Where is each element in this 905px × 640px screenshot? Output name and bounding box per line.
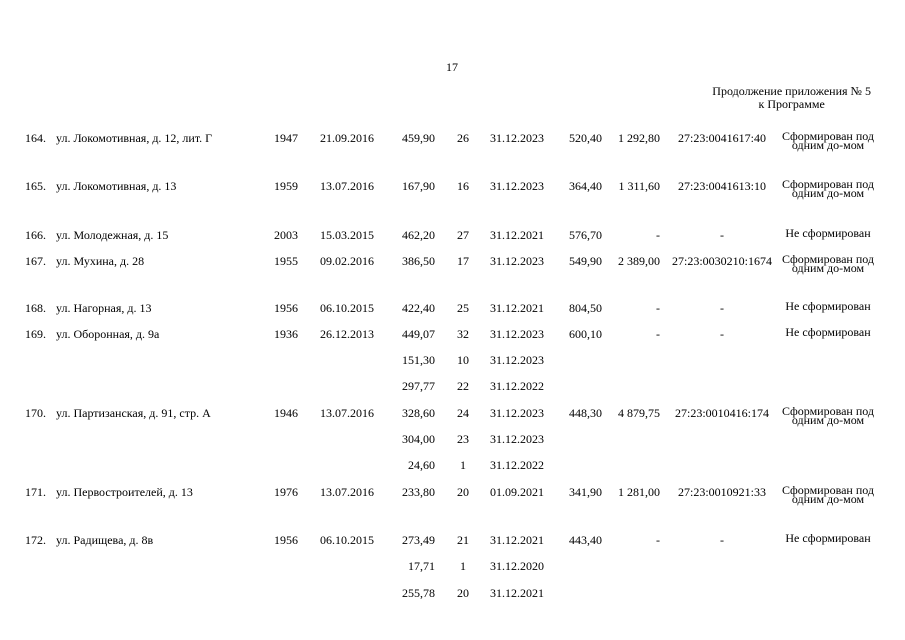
cell-emergency-date: 13.07.2016 bbox=[320, 406, 374, 420]
cell-land-sum: 4 879,75 bbox=[618, 406, 660, 420]
cell-residents: 32 bbox=[457, 327, 469, 341]
cell-land-status: Сформирован под одним до-мом bbox=[781, 177, 875, 200]
cell-land-area: 448,30 bbox=[569, 406, 602, 420]
cell-row-number: 166. bbox=[25, 228, 46, 242]
cell-relocation-deadline: 31.12.2023 bbox=[490, 131, 544, 145]
cell-area: 386,50 bbox=[402, 254, 435, 268]
cell-address: ул. Радищева, д. 8в bbox=[56, 533, 154, 547]
cell-emergency-date: 13.07.2016 bbox=[320, 179, 374, 193]
cell-residents: 1 bbox=[460, 559, 466, 573]
cell-row-number: 170. bbox=[25, 406, 46, 420]
cell-land-status: Сформирован под одним до-мом bbox=[781, 404, 875, 427]
continuation-line-1: Продолжение приложения № 5 bbox=[712, 84, 871, 98]
cell-cadastre-number: 27:23:0010921:33 bbox=[677, 485, 766, 499]
cell-build-year: 1956 bbox=[274, 533, 298, 547]
cell-build-year: 1956 bbox=[274, 301, 298, 315]
cell-land-area: 341,90 bbox=[569, 485, 602, 499]
cell-row-number: 164. bbox=[25, 131, 46, 145]
cell-relocation-deadline: 31.12.2021 bbox=[490, 533, 544, 547]
cell-row-number: 172. bbox=[25, 533, 46, 547]
cell-land-status: Сформирован под одним до-мом bbox=[781, 483, 875, 506]
cell-area: 151,30 bbox=[402, 353, 435, 367]
cell-area: 255,78 bbox=[402, 586, 435, 600]
cell-row-number: 168. bbox=[25, 301, 46, 315]
cell-land-area: 576,70 bbox=[569, 228, 602, 242]
cell-row-number: 167. bbox=[25, 254, 46, 268]
cell-emergency-date: 13.07.2016 bbox=[320, 485, 374, 499]
cell-address: ул. Молодежная, д. 15 bbox=[56, 228, 169, 242]
cell-cadastre-number: 27:23:0030210:1674 bbox=[671, 254, 772, 268]
cell-land-area: 520,40 bbox=[569, 131, 602, 145]
cell-residents: 23 bbox=[457, 432, 469, 446]
cell-land-area: 364,40 bbox=[569, 179, 602, 193]
cell-land-area: 443,40 bbox=[569, 533, 602, 547]
cell-emergency-date: 26.12.2013 bbox=[320, 327, 374, 341]
cell-relocation-deadline: 31.12.2023 bbox=[490, 254, 544, 268]
cell-cadastre-number: 27:23:0041613:10 bbox=[677, 179, 766, 193]
cell-land-sum: 1 311,60 bbox=[618, 179, 660, 193]
cell-build-year: 1936 bbox=[274, 327, 298, 341]
cell-address: ул. Локомотивная, д. 13 bbox=[56, 179, 177, 193]
cell-land-sum: - bbox=[656, 228, 660, 242]
cell-land-area: 804,50 bbox=[569, 301, 602, 315]
continuation-line-2: к Программе bbox=[758, 97, 825, 111]
cell-area: 17,71 bbox=[408, 559, 435, 573]
cell-land-status: Сформирован под одним до-мом bbox=[781, 129, 875, 152]
cell-land-sum: 2 389,00 bbox=[618, 254, 660, 268]
cell-row-number: 165. bbox=[25, 179, 46, 193]
cell-emergency-date: 06.10.2015 bbox=[320, 533, 374, 547]
cell-address: ул. Мухина, д. 28 bbox=[56, 254, 145, 268]
cell-cadastre-number: - bbox=[720, 327, 724, 341]
cell-relocation-deadline: 31.12.2023 bbox=[490, 179, 544, 193]
cell-residents: 10 bbox=[457, 353, 469, 367]
cell-build-year: 1955 bbox=[274, 254, 298, 268]
cell-residents: 21 bbox=[457, 533, 469, 547]
cell-land-area: 600,10 bbox=[569, 327, 602, 341]
cell-area: 233,80 bbox=[402, 485, 435, 499]
cell-relocation-deadline: 31.12.2022 bbox=[490, 458, 544, 472]
cell-area: 273,49 bbox=[402, 533, 435, 547]
cell-row-number: 169. bbox=[25, 327, 46, 341]
cell-residents: 20 bbox=[457, 586, 469, 600]
cell-address: ул. Нагорная, д. 13 bbox=[56, 301, 152, 315]
cell-residents: 24 bbox=[457, 406, 469, 420]
cell-address: ул. Партизанская, д. 91, стр. А bbox=[56, 406, 211, 420]
cell-build-year: 1947 bbox=[274, 131, 298, 145]
cell-residents: 16 bbox=[457, 179, 469, 193]
cell-cadastre-number: 27:23:0010416:174 bbox=[674, 406, 769, 420]
cell-relocation-deadline: 31.12.2021 bbox=[490, 586, 544, 600]
cell-relocation-deadline: 31.12.2021 bbox=[490, 228, 544, 242]
cell-cadastre-number: - bbox=[720, 228, 724, 242]
cell-residents: 1 bbox=[460, 458, 466, 472]
cell-build-year: 2003 bbox=[274, 228, 298, 242]
cell-build-year: 1946 bbox=[274, 406, 298, 420]
cell-area: 328,60 bbox=[402, 406, 435, 420]
cell-land-status: Не сформирован bbox=[785, 299, 871, 313]
cell-relocation-deadline: 31.12.2023 bbox=[490, 327, 544, 341]
cell-residents: 26 bbox=[457, 131, 469, 145]
cell-area: 449,07 bbox=[402, 327, 435, 341]
cell-relocation-deadline: 31.12.2023 bbox=[490, 406, 544, 420]
cell-area: 297,77 bbox=[402, 379, 435, 393]
cell-build-year: 1976 bbox=[274, 485, 298, 499]
cell-relocation-deadline: 31.12.2022 bbox=[490, 379, 544, 393]
cell-emergency-date: 15.03.2015 bbox=[320, 228, 374, 242]
cell-area: 462,20 bbox=[402, 228, 435, 242]
cell-relocation-deadline: 31.12.2023 bbox=[490, 432, 544, 446]
cell-land-status: Не сформирован bbox=[785, 325, 871, 339]
continuation-note bbox=[712, 85, 871, 111]
cell-land-sum: - bbox=[656, 327, 660, 341]
cell-area: 167,90 bbox=[402, 179, 435, 193]
cell-area: 24,60 bbox=[408, 458, 435, 472]
cell-relocation-deadline: 01.09.2021 bbox=[490, 485, 544, 499]
cell-cadastre-number: 27:23:0041617:40 bbox=[677, 131, 766, 145]
cell-area: 459,90 bbox=[402, 131, 435, 145]
cell-residents: 25 bbox=[457, 301, 469, 315]
cell-address: ул. Оборонная, д. 9а bbox=[56, 327, 160, 341]
cell-relocation-deadline: 31.12.2020 bbox=[490, 559, 544, 573]
cell-land-status: Не сформирован bbox=[785, 226, 871, 240]
cell-relocation-deadline: 31.12.2021 bbox=[490, 301, 544, 315]
cell-row-number: 171. bbox=[25, 485, 46, 499]
cell-land-sum: 1 281,00 bbox=[618, 485, 660, 499]
cell-land-status: Сформирован под одним до-мом bbox=[781, 252, 875, 275]
cell-residents: 17 bbox=[457, 254, 469, 268]
cell-residents: 27 bbox=[457, 228, 469, 242]
cell-cadastre-number: - bbox=[720, 301, 724, 315]
cell-relocation-deadline: 31.12.2023 bbox=[490, 353, 544, 367]
cell-land-sum: - bbox=[656, 301, 660, 315]
cell-cadastre-number: - bbox=[720, 533, 724, 547]
cell-area: 304,00 bbox=[402, 432, 435, 446]
cell-residents: 20 bbox=[457, 485, 469, 499]
cell-area: 422,40 bbox=[402, 301, 435, 315]
cell-land-status: Не сформирован bbox=[785, 531, 871, 545]
cell-emergency-date: 09.02.2016 bbox=[320, 254, 374, 268]
cell-build-year: 1959 bbox=[274, 179, 298, 193]
cell-emergency-date: 06.10.2015 bbox=[320, 301, 374, 315]
page-number: 17 bbox=[446, 60, 458, 74]
cell-address: ул. Первостроителей, д. 13 bbox=[56, 485, 193, 499]
cell-land-sum: 1 292,80 bbox=[618, 131, 660, 145]
cell-land-area: 549,90 bbox=[569, 254, 602, 268]
cell-residents: 22 bbox=[457, 379, 469, 393]
cell-land-sum: - bbox=[656, 533, 660, 547]
cell-emergency-date: 21.09.2016 bbox=[320, 131, 374, 145]
cell-address: ул. Локомотивная, д. 12, лит. Г bbox=[56, 131, 213, 145]
